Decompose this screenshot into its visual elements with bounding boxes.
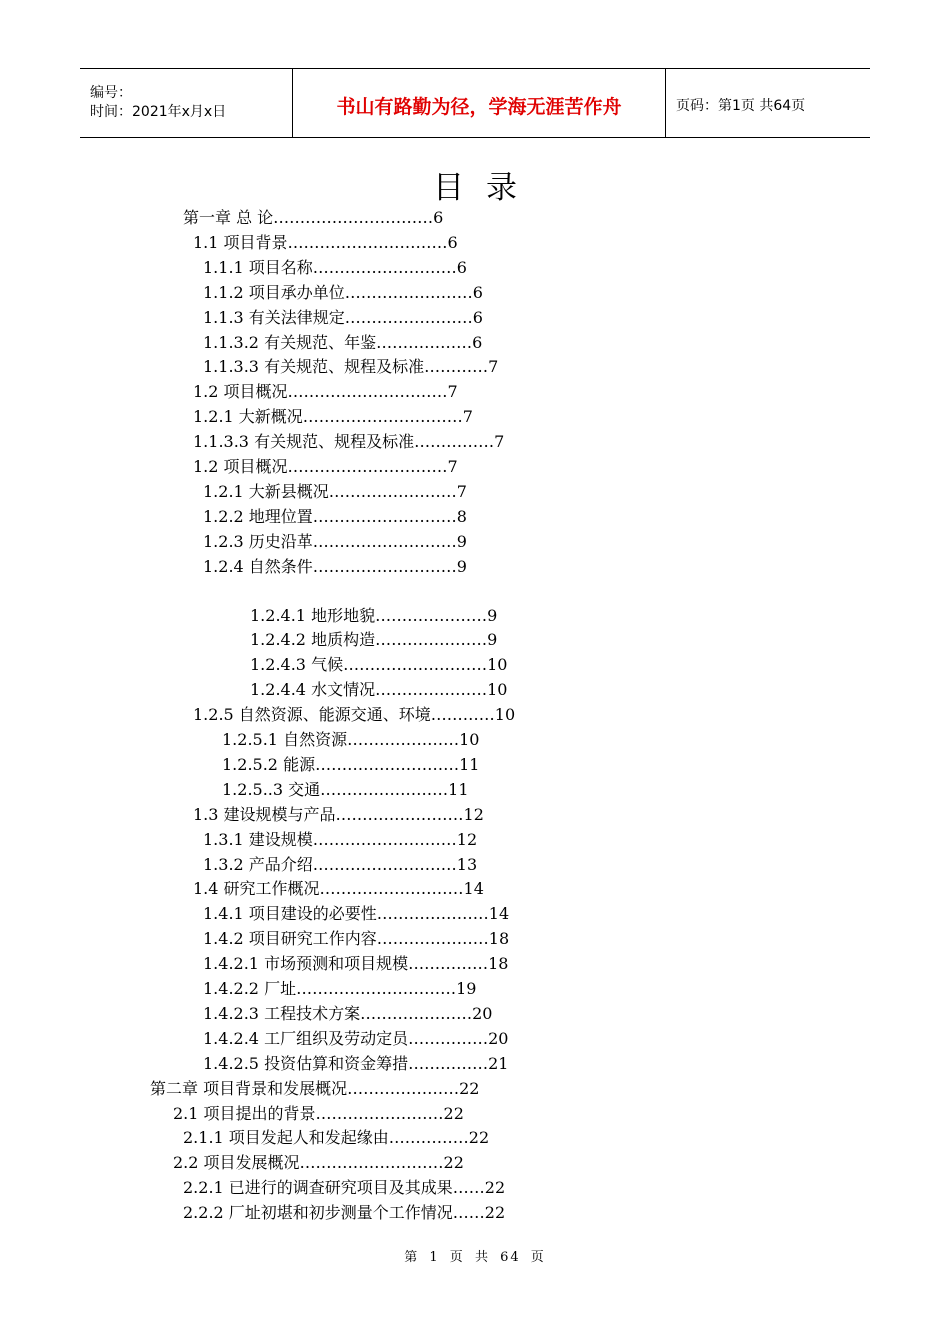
motto-text: 书山有路勤为径，学海无涯苦作舟 (336, 95, 622, 118)
page-footer (0, 1246, 950, 1265)
toc-entry[interactable]: 1.1 项目背景…………………………6 (193, 232, 458, 252)
toc-entry[interactable]: 2.2.2 厂址初堪和初步测量个工作情况……22 (183, 1203, 506, 1223)
toc-entry[interactable]: 1.2.4.3 气候………………………10 (250, 655, 508, 675)
page-header (80, 68, 870, 138)
toc-entry[interactable]: 1.1.3 有关法律规定……………………6 (203, 307, 483, 327)
toc-entry[interactable]: 2.1 项目提出的背景……………………22 (173, 1103, 464, 1123)
toc-entry[interactable]: 1.2.1 大新县概况……………………7 (203, 481, 467, 501)
header-meta (80, 69, 293, 137)
toc-entry[interactable]: 1.4.1 项目建设的必要性…………………14 (203, 904, 510, 924)
page-info-text: 页码：第1页 共64页 (676, 98, 806, 114)
toc-entry[interactable]: 1.1.3.2 有关规范、年鉴………………6 (203, 332, 483, 352)
toc-entry[interactable]: 2.2 项目发展概况………………………22 (173, 1153, 464, 1173)
toc-entry[interactable]: 2.2.1 已进行的调查研究项目及其成果……22 (183, 1178, 506, 1198)
time-label: 时间：2021年x月x日 (90, 104, 227, 120)
toc-entry[interactable]: 1.2.4 自然条件………………………9 (203, 556, 467, 576)
toc-entry[interactable]: 1.3.2 产品介绍………………………13 (203, 854, 478, 874)
toc-entry[interactable]: 1.4.2 项目研究工作内容…………………18 (203, 929, 510, 949)
toc-entry[interactable]: 1.3 建设规模与产品……………………12 (193, 804, 484, 824)
footer-page-current: 1 (429, 1250, 440, 1265)
toc-entry[interactable]: 1.1.1 项目名称………………………6 (203, 257, 467, 277)
toc-entry[interactable]: 1.2 项目概况…………………………7 (193, 457, 458, 476)
header-page-info (666, 69, 870, 137)
toc-entry[interactable]: 1.2.5.1 自然资源…………………10 (222, 730, 480, 749)
toc-entry[interactable]: 1.4.2.3 工程技术方案…………………20 (203, 1003, 493, 1023)
toc-entry[interactable]: 1.2 项目概况…………………………7 (193, 382, 458, 402)
toc-entry[interactable]: 1.2.3 历史沿革………………………9 (203, 531, 467, 551)
toc-entry[interactable]: 1.4 研究工作概况………………………14 (193, 879, 484, 899)
header-motto (293, 69, 666, 137)
footer-label-1: 第 (404, 1250, 420, 1265)
toc-entry[interactable]: 1.4.2.5 投资估算和资金筹措……………21 (203, 1053, 509, 1073)
number-label: 编号： (90, 85, 132, 101)
footer-label-2: 页 (449, 1250, 465, 1265)
toc-entry[interactable]: 1.2.2 地理位置………………………8 (203, 506, 467, 526)
toc-entry[interactable]: 1.4.2.2 厂址…………………………19 (203, 979, 477, 998)
toc-entry[interactable]: 1.3.1 建设规模………………………12 (203, 829, 478, 849)
toc-entry[interactable]: 1.1.2 项目承办单位……………………6 (203, 282, 483, 302)
footer-label-4: 页 (530, 1250, 546, 1265)
toc-entry[interactable]: 1.2.1 大新概况…………………………7 (193, 407, 473, 427)
toc-entry[interactable]: 1.1.3.3 有关规范、规程及标准……………7 (193, 432, 505, 452)
toc-entry[interactable]: 1.4.2.4 工厂组织及劳动定员……………20 (203, 1028, 509, 1048)
toc-entry[interactable]: 1.4.2.1 市场预测和项目规模……………18 (203, 954, 509, 974)
toc-entry[interactable]: 1.2.4.4 水文情况…………………10 (250, 680, 508, 700)
toc-entry[interactable]: 1.2.5.2 能源………………………11 (222, 754, 480, 774)
footer-page-total: 64 (500, 1250, 521, 1265)
toc-entry[interactable]: 1.1.3.3 有关规范、规程及标准…………7 (203, 357, 499, 377)
toc-entry[interactable]: 1.2.5 自然资源、能源交通、环境…………10 (193, 705, 516, 725)
footer-label-3: 共 (474, 1250, 490, 1265)
toc-entry[interactable]: 2.1.1 项目发起人和发起缘由……………22 (183, 1128, 490, 1148)
toc-entry[interactable]: 1.2.4.1 地形地貌…………………9 (250, 605, 498, 625)
toc-entry[interactable]: 第一章 总 论…………………………6 (183, 208, 444, 227)
page-title: 目录 (433, 170, 539, 206)
toc-entry[interactable]: 第二章 项目背景和发展概况…………………22 (150, 1078, 480, 1098)
toc-entry[interactable]: 1.2.4.2 地质构造…………………9 (250, 630, 498, 650)
toc-entry[interactable]: 1.2.5..3 交通……………………11 (222, 779, 469, 799)
